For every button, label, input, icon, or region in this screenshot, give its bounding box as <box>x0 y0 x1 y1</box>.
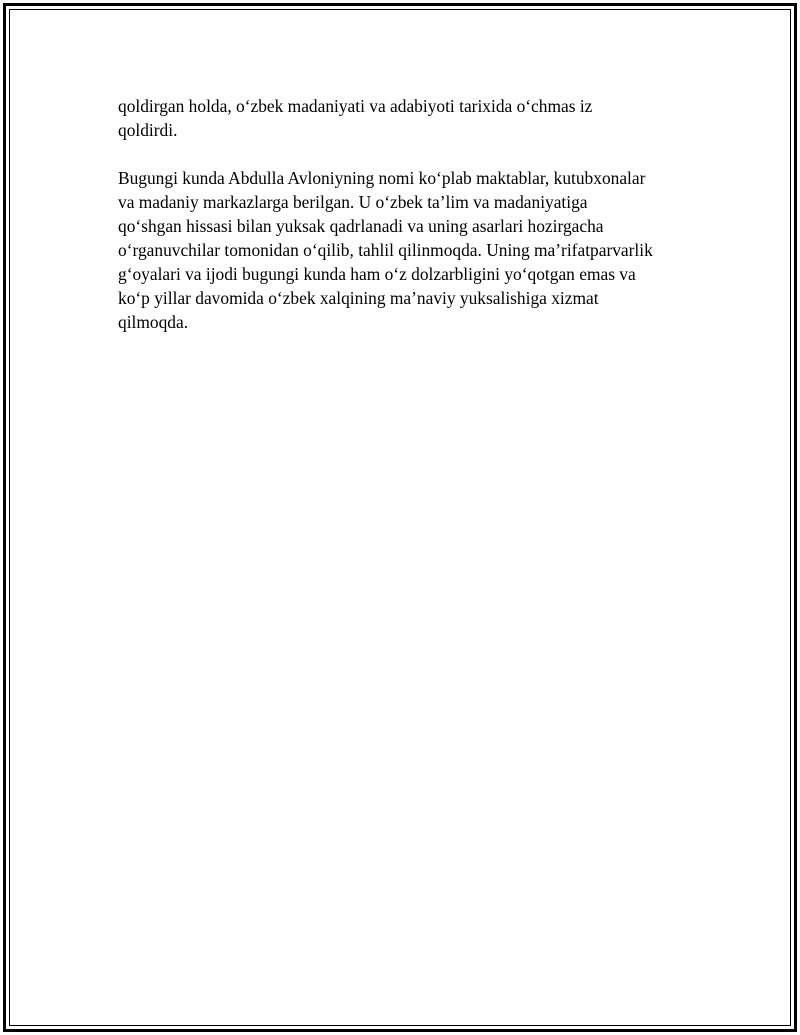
text-line: gʻoyalari va ijodi bugungi kunda ham oʻz dolzarbligini yoʻqotgan emas va <box>118 264 636 284</box>
text-line: oʻrganuvchilar tomonidan oʻqilib, tahlil qilinmoqda. Uning maʼrifatparvarlik <box>118 240 653 260</box>
paragraph-1 <box>118 94 703 142</box>
paragraph-2 <box>118 166 703 334</box>
text-line: qoldirdi. <box>118 120 178 140</box>
text-line: Bugungi kunda Abdulla Avloniyning nomi koʻplab maktablar, kutubxonalar <box>118 168 646 188</box>
text-line: va madaniy markazlarga berilgan. U oʻzbek taʼlim va madaniyatiga <box>118 192 588 212</box>
document-body <box>118 94 703 358</box>
text-line: qilmoqda. <box>118 312 189 332</box>
text-line: koʻp yillar davomida oʻzbek xalqining maʼnaviy yuksalishiga xizmat <box>118 288 599 308</box>
text-line: qoldirgan holda, oʻzbek madaniyati va adabiyoti tarixida oʻchmas iz <box>118 96 593 116</box>
text-line: qoʻshgan hissasi bilan yuksak qadrlanadi va uning asarlari hozirgacha <box>118 216 604 236</box>
